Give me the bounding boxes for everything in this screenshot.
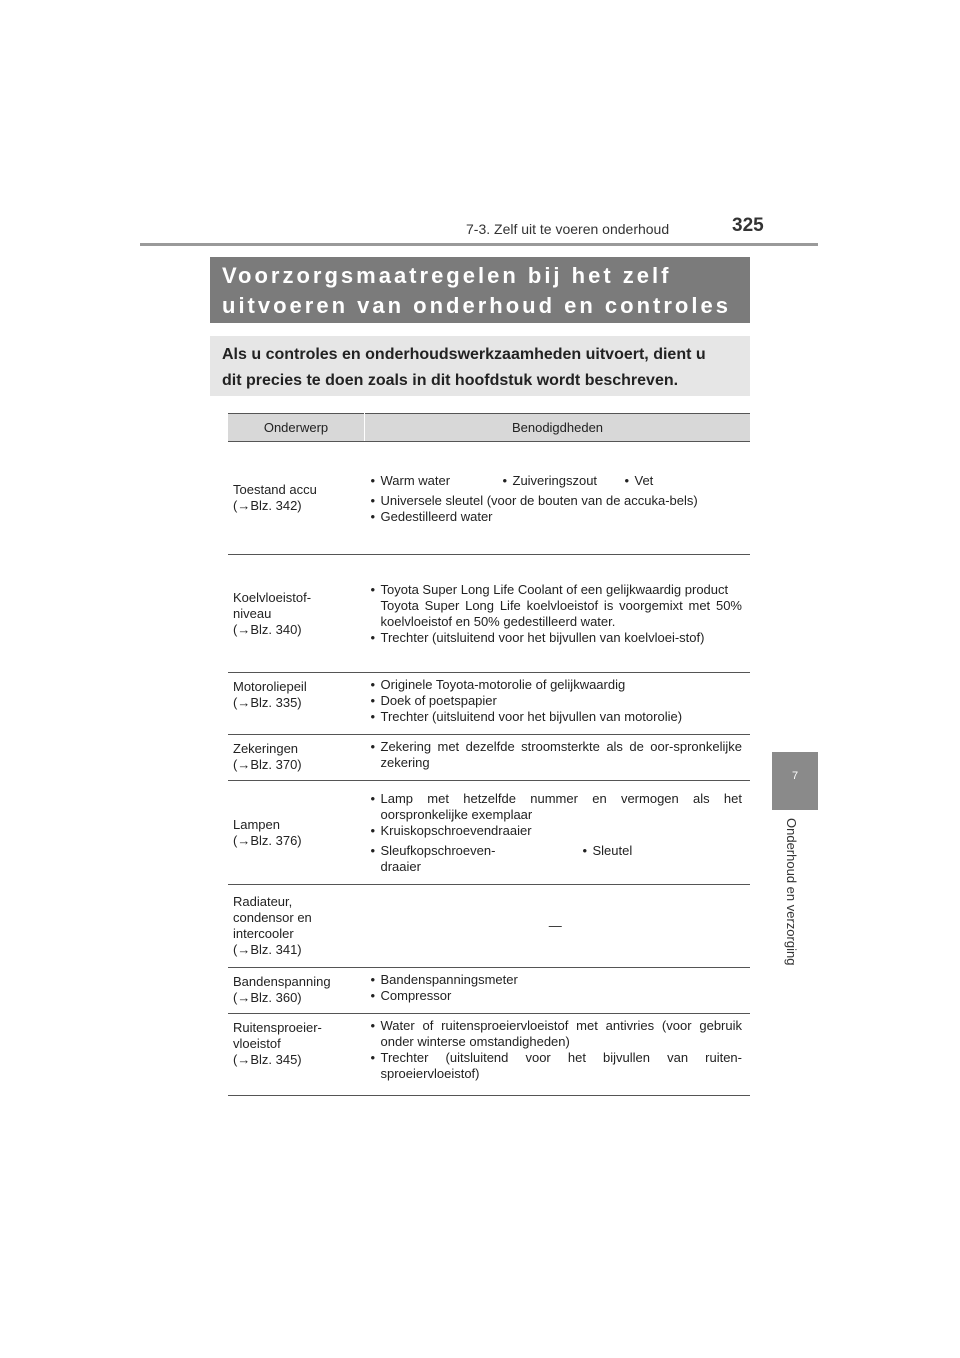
list-item: • Universele sleutel (voor de bouten van de accuka-bels): [369, 493, 743, 509]
list-item: • Warm water: [369, 473, 501, 489]
topic-page-ref: (→Blz. 341): [233, 942, 302, 957]
requirements-list: [369, 791, 743, 839]
table-row: [228, 885, 750, 968]
topic-page-ref: (→Blz. 340): [233, 621, 302, 637]
table-row: [228, 673, 750, 735]
inline-items: [369, 473, 743, 489]
page-title: [210, 257, 750, 323]
topic-page-ref: (→Blz. 342): [233, 498, 302, 513]
intro-text: [210, 336, 750, 396]
topic-page-ref: (→Blz. 360): [233, 990, 302, 1005]
requirements-cell: [365, 555, 751, 673]
header-requirements: Benodigdheden: [365, 414, 751, 442]
list-item: • Lamp met hetzelfde nummer en vermogen als het oorspronkelijke exemplaar: [369, 791, 743, 823]
topic-line: Lampen: [233, 816, 280, 832]
table-row: [228, 1014, 750, 1096]
topic-cell: [228, 673, 365, 735]
table-row: [228, 968, 750, 1014]
requirements-cell: [365, 968, 751, 1014]
table-row: [228, 555, 750, 673]
list-item: • Gedestilleerd water: [369, 509, 743, 525]
topic-line: intercooler: [233, 926, 294, 941]
list-item: • Originele Toyota-motorolie of gelijkwaardig: [369, 677, 743, 693]
topic-cell: [228, 442, 365, 555]
list-item: • Vet: [623, 473, 654, 489]
requirements-cell: [365, 442, 751, 555]
topic-cell: [228, 885, 365, 968]
topic-line: vloeistof: [233, 1036, 281, 1051]
list-item-note: Toyota Super Long Life koelvloeistof is voorgemixt met 50% koelvloeistof en 50% gedestilleerd water.: [380, 597, 742, 629]
requirements-cell: [365, 735, 751, 781]
list-item: • Zuiveringszout: [501, 473, 623, 489]
table-row: [228, 442, 750, 555]
page-title-line-1: Voorzorgsmaatregelen bij het zelf: [222, 263, 672, 288]
maintenance-table: [228, 413, 750, 1096]
requirements-list: [369, 677, 743, 725]
chapter-tab-number: 7: [791, 770, 799, 782]
list-item-text: • Sleufkopschroeven-: [380, 842, 496, 858]
topic-page-ref: (→Blz. 376): [233, 832, 302, 848]
list-item: • Bandenspanningsmeter: [369, 972, 743, 988]
list-item: • Trechter (uitsluitend voor het bijvullen van motorolie): [369, 709, 743, 725]
topic-line: Zekeringen: [233, 741, 299, 756]
list-item: • Trechter (uitsluitend voor het bijvullen van koelvloei-stof): [369, 630, 743, 646]
topic-line: Bandenspanning: [233, 974, 331, 989]
header-topic: Onderwerp: [228, 414, 365, 442]
topic-page-ref: (→Blz. 370): [233, 757, 302, 772]
topic-line: Motoroliepeil: [233, 679, 307, 694]
requirements-cell: [365, 781, 751, 885]
list-item: • Kruiskopschroevendraaier: [369, 823, 743, 839]
list-item: • Water of ruitensproeiervloeistof met antivries (voor gebruik onder winterse omstandigheden): [369, 1018, 743, 1050]
topic-cell: [228, 781, 365, 885]
page-title-line-2: uitvoeren van onderhoud en controles: [222, 293, 731, 318]
list-item: [369, 843, 581, 875]
table-row: [228, 781, 750, 885]
list-item: [369, 582, 743, 630]
list-item: • Compressor: [369, 988, 743, 1004]
requirements-list: [369, 582, 743, 646]
list-item: • Sleutel: [581, 843, 633, 875]
requirements-list: [369, 972, 743, 1004]
list-item: • Trechter (uitsluitend voor het bijvullen van ruiten-sproeiervloeistof): [369, 1050, 743, 1082]
requirements-cell: [365, 1014, 751, 1096]
header-divider: [140, 243, 818, 246]
inline-items: [369, 843, 743, 875]
topic-line: condensor en: [233, 910, 312, 925]
table-row: [228, 735, 750, 781]
requirements-cell: [365, 673, 751, 735]
section-header: 7-3. Zelf uit te voeren onderhoud: [466, 221, 670, 237]
requirements-cell-empty: —: [365, 885, 751, 968]
requirements-list: [369, 739, 743, 771]
list-item-text: draaier: [380, 858, 421, 874]
topic-line: Ruitensproeier-: [233, 1020, 322, 1035]
topic-line: niveau: [233, 605, 272, 621]
topic-line: Toestand accu: [233, 482, 317, 497]
topic-page-ref: (→Blz. 345): [233, 1052, 302, 1067]
topic-line: Radiateur,: [233, 894, 293, 909]
topic-page-ref: (→Blz. 335): [233, 695, 302, 710]
topic-cell: [228, 555, 365, 673]
table-header-row: [228, 414, 750, 442]
requirements-list: [369, 1018, 743, 1082]
topic-line: Koelvloeistof-: [233, 589, 312, 605]
list-item-text: • Toyota Super Long Life Coolant of een gelijkwaardig product: [380, 581, 729, 597]
list-item: • Doek of poetspapier: [369, 693, 743, 709]
topic-cell: [228, 735, 365, 781]
topic-cell: [228, 1014, 365, 1096]
chapter-tab-label: Onderhoud en verzorging: [784, 818, 799, 966]
list-item: • Zekering met dezelfde stroomsterkte als de oor-spronkelijke zekering: [369, 739, 743, 771]
requirements-list: [369, 493, 743, 525]
intro-line-2: dit precies te doen zoals in dit hoofdstuk wordt beschreven.: [222, 372, 679, 389]
intro-line-1: Als u controles en onderhoudswerkzaamheden uitvoert, dient u: [222, 346, 706, 363]
page-number: 325: [732, 215, 764, 236]
topic-cell: [228, 968, 365, 1014]
